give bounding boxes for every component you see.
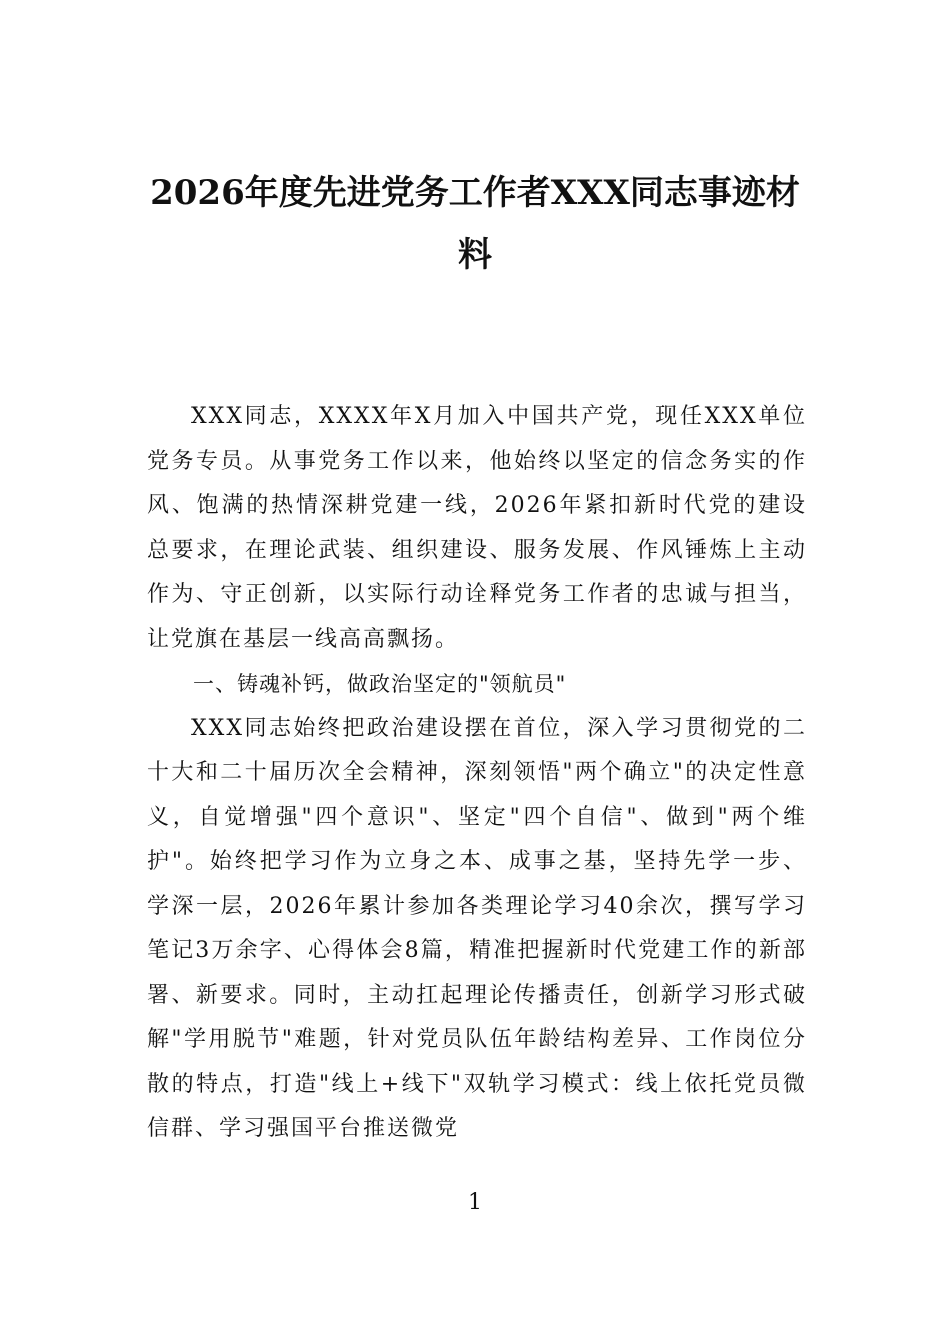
section-paragraph: XXX同志始终把政治建设摆在首位，深入学习贯彻党的二十大和二十届历次全会精神，深刻领悟"两个确立"的决定性意义，自觉增强"四个意识"、坚定"四个自信"、做到"两个维护"。始终把学习作为立身之本、成事之基，坚持先学一步、学深一层，2026年累计参加各类理论学习40余次，撰写学习笔记3万余字、心得体会8篇，精准把握新时代党建工作的新部署、新要求。同时，主动扛起理论传播责任，创新学习形式破解"学用脱节"难题，针对党员队伍年龄结构差异、工作岗位分散的特点，打造"线上+线下"双轨学习模式：线上依托党员微信群、学习强国平台推送微党 (147, 715, 807, 1141)
document-body (147, 395, 807, 1152)
section-heading: 一、铸魂补钙，做政治坚定的"领航员" (193, 672, 567, 696)
intro-paragraph: XXX同志，XXXX年X月加入中国共产党，现任XXX单位党务专员。从事党务工作以来，他始终以坚定的信念务实的作风、饱满的热情深耕党建一线，2026年紧扣新时代党的建设总要求，在理论武装、组织建设、服务发展、作风锤炼上主动作为、守正创新，以实际行动诠释党务工作者的忠诚与担当，让党旗在基层一线高高飘扬。 (147, 404, 807, 652)
page-number: 1 (468, 1190, 482, 1215)
document-title: 2026年度先进党务工作者XXX同志事迹材料 (150, 173, 800, 275)
